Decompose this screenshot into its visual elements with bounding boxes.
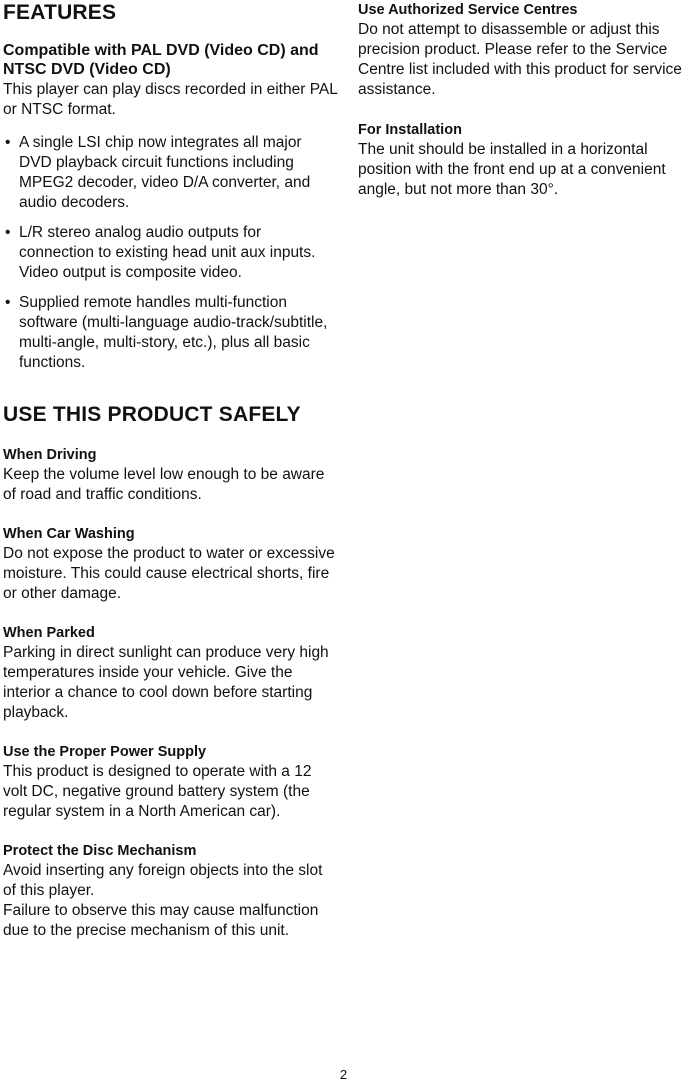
right-column [358,0,687,200]
list-item: • Supplied remote handles multi-function software (multi-language audio-track/subtitle, multi-angle, multi-story, etc.), plus all basic functions. [3,293,338,373]
section-title-power-supply: Use the Proper Power Supply [3,744,207,760]
section-text-disc-mechanism: Avoid inserting any foreign objects into the slot of this player. [3,862,323,899]
section-text-installation: The unit should be installed in a horizontal position with the front end up at a convenient angle, but not more than 30°. [358,141,666,198]
section-title-parked: When Parked [3,625,95,641]
features-list [3,133,338,373]
section-title-car-washing: When Car Washing [3,526,135,542]
safety-heading: USE THIS PRODUCT SAFELY [3,403,301,426]
section-text-driving: Keep the volume level low enough to be aware of road and traffic conditions. [3,466,325,503]
page-number: 2 [339,1067,348,1082]
section-title-disc-mechanism: Protect the Disc Mechanism [3,843,197,859]
section-text-disc-mechanism-2: Failure to observe this may cause malfunction due to the precise mechanism of this unit. [3,902,319,939]
list-item: • A single LSI chip now integrates all major DVD playback circuit functions including MPEG2 decoder, video D/A converter, and audio decoders. [3,133,338,213]
features-subheading: Compatible with PAL DVD (Video CD) and NTSC DVD (Video CD) [3,42,319,78]
features-heading: FEATURES [3,1,117,24]
section-title-driving: When Driving [3,447,97,463]
section-title-installation: For Installation [358,122,462,138]
section-text-parked: Parking in direct sunlight can produce very high temperatures inside your vehicle. Give the interior a chance to cool down before starting playback. [3,644,329,721]
section-text-power-supply: This product is designed to operate with a 12 volt DC, negative ground battery system (the regular system in a North American car). [3,763,312,820]
section-text-car-washing: Do not expose the product to water or excessive moisture. This could cause electrical shorts, fire or other damage. [3,545,335,602]
section-text-service-centres: Do not attempt to disassemble or adjust this precision product. Please refer to the Service Centre list included with this product for service assistance. [358,21,682,98]
left-column [3,0,338,941]
features-intro: This player can play discs recorded in either PAL or NTSC format. [3,81,338,118]
section-title-service-centres: Use Authorized Service Centres [358,2,578,18]
list-item: • L/R stereo analog audio outputs for connection to existing head unit aux inputs. Video output is composite video. [3,223,338,283]
